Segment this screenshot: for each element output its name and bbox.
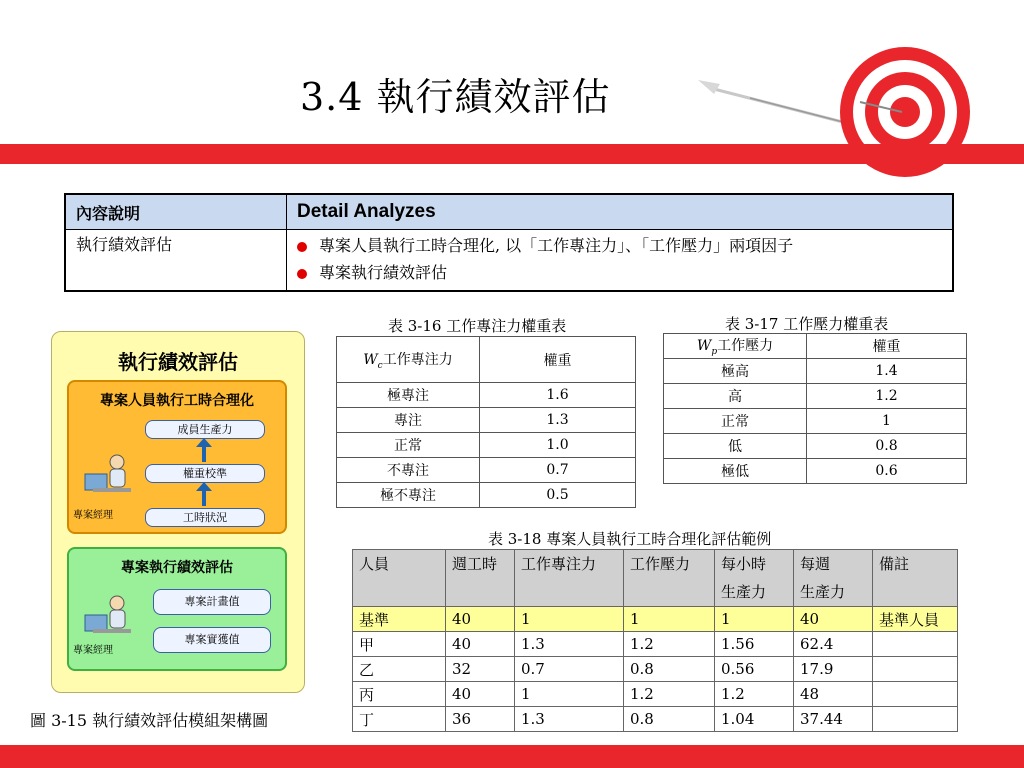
- col-header: 每小時 生產力: [715, 550, 794, 607]
- diagram-box-workhour: [67, 380, 287, 534]
- table-318: [352, 549, 958, 732]
- table-row: 不專注 0.7: [337, 458, 636, 483]
- table-row: [353, 657, 958, 682]
- box-title: 專案執行績效評估: [121, 560, 233, 576]
- table-cell: 1: [515, 682, 624, 707]
- table-cell: 丙: [353, 682, 446, 707]
- table-row: 專注 1.3: [337, 408, 636, 433]
- table-row: [353, 707, 958, 732]
- detail-table: [64, 193, 954, 292]
- col-header: 每週 生產力: [794, 550, 873, 607]
- table-cell: 1.3: [515, 632, 624, 657]
- table-row: [353, 682, 958, 707]
- header-pressure: $W_p$工作壓力: [664, 334, 807, 359]
- table-header-row: [353, 550, 958, 607]
- bullet-item: 專案執行績效評估: [297, 259, 942, 286]
- table-cell: 32: [446, 657, 515, 682]
- table-cell: 1.04: [715, 707, 794, 732]
- header-focus: $W_c$工作專注力: [337, 337, 480, 383]
- table-317-caption: 表 3-17 工作壓力權重表: [725, 315, 889, 333]
- table-cell: 40: [446, 682, 515, 707]
- target-icon: [690, 40, 980, 190]
- table-row: [353, 607, 958, 632]
- table-row: 極專注 1.6: [337, 383, 636, 408]
- table-cell: 1.2: [624, 632, 715, 657]
- pill-weight-calibration: 權重校準: [145, 464, 265, 483]
- row-bullets: [287, 230, 954, 292]
- table-row: 高 1.2: [664, 384, 967, 409]
- person-at-desk-icon: [83, 589, 133, 639]
- table-317: [663, 333, 967, 484]
- bullet-item: 專案人員執行工時合理化, 以「工作專注力」、「工作壓力」兩項因子: [297, 232, 942, 259]
- table-cell: [873, 632, 958, 657]
- box-title: 專案人員執行工時合理化: [100, 393, 254, 409]
- bottom-accent-bar: [0, 745, 1024, 768]
- table-cell: 1: [715, 607, 794, 632]
- col-header: 工作專注力: [515, 550, 624, 607]
- table-cell: 丁: [353, 707, 446, 732]
- detail-table-row: [65, 230, 953, 292]
- table-cell: 基準人員: [873, 607, 958, 632]
- person-label: 專案經理: [73, 510, 113, 521]
- table-cell: 40: [446, 632, 515, 657]
- table-header-row: [337, 337, 636, 383]
- pill-workhour-status: 工時狀況: [145, 508, 265, 527]
- table-cell: 0.8: [624, 657, 715, 682]
- table-316-caption: 表 3-16 工作專注力權重表: [388, 317, 567, 335]
- table-cell: 40: [446, 607, 515, 632]
- row-label: 執行績效評估: [65, 230, 287, 292]
- table-row: 低 0.8: [664, 434, 967, 459]
- arrow-up-icon: [202, 490, 206, 506]
- pill-planned-value: 專案計畫值: [153, 589, 271, 615]
- table-316: [336, 336, 636, 508]
- header-weight: 權重: [480, 337, 636, 383]
- table-cell: 1.2: [715, 682, 794, 707]
- table-header-row: [664, 334, 967, 359]
- table-cell: 0.8: [624, 707, 715, 732]
- table-row: 正常 1.0: [337, 433, 636, 458]
- pill-productivity: 成員生產力: [145, 420, 265, 439]
- bullet-dot-icon: [297, 269, 307, 279]
- col-header: 週工時: [446, 550, 515, 607]
- diagram-box-performance: [67, 547, 287, 671]
- table-cell: 乙: [353, 657, 446, 682]
- table-cell: 1: [624, 607, 715, 632]
- table-318-caption: 表 3-18 專案人員執行工時合理化評估範例: [488, 530, 772, 548]
- table-row: 正常 1: [664, 409, 967, 434]
- table-cell: 36: [446, 707, 515, 732]
- table-row: 極低 0.6: [664, 459, 967, 484]
- arrow-up-icon: [202, 446, 206, 462]
- diagram-title: 執行績效評估: [118, 350, 238, 374]
- person-label: 專案經理: [73, 645, 113, 656]
- table-cell: 37.44: [794, 707, 873, 732]
- table-cell: [873, 657, 958, 682]
- table-row: 極不專注 0.5: [337, 483, 636, 508]
- figure-caption: 圖 3-15 執行績效評估模組架構圖: [30, 711, 269, 730]
- table-cell: 1.56: [715, 632, 794, 657]
- col-header: 人員: [353, 550, 446, 607]
- table-cell: 甲: [353, 632, 446, 657]
- person-at-desk-icon: [83, 448, 133, 498]
- table-cell: [873, 707, 958, 732]
- table-row: 極高 1.4: [664, 359, 967, 384]
- table-cell: 1.3: [515, 707, 624, 732]
- col-header: 工作壓力: [624, 550, 715, 607]
- top-accent-bar: [0, 144, 1024, 164]
- table-row: [353, 632, 958, 657]
- header-content-label: 內容說明: [65, 194, 287, 230]
- table-cell: 0.56: [715, 657, 794, 682]
- header-weight: 權重: [807, 334, 967, 359]
- table-cell: 40: [794, 607, 873, 632]
- bullet-dot-icon: [297, 242, 307, 252]
- table-cell: 0.7: [515, 657, 624, 682]
- page-title: 3.4 執行績效評估: [300, 75, 611, 119]
- table-cell: 1: [515, 607, 624, 632]
- framework-diagram: [51, 331, 305, 693]
- detail-table-header: [65, 194, 953, 230]
- table-cell: 62.4: [794, 632, 873, 657]
- header-detail-analyzes: Detail Analyzes: [287, 194, 954, 230]
- table-cell: 1.2: [624, 682, 715, 707]
- col-header: 備註: [873, 550, 958, 607]
- table-cell: 基準: [353, 607, 446, 632]
- pill-earned-value: 專案實獲值: [153, 627, 271, 653]
- table-cell: [873, 682, 958, 707]
- table-cell: 48: [794, 682, 873, 707]
- table-cell: 17.9: [794, 657, 873, 682]
